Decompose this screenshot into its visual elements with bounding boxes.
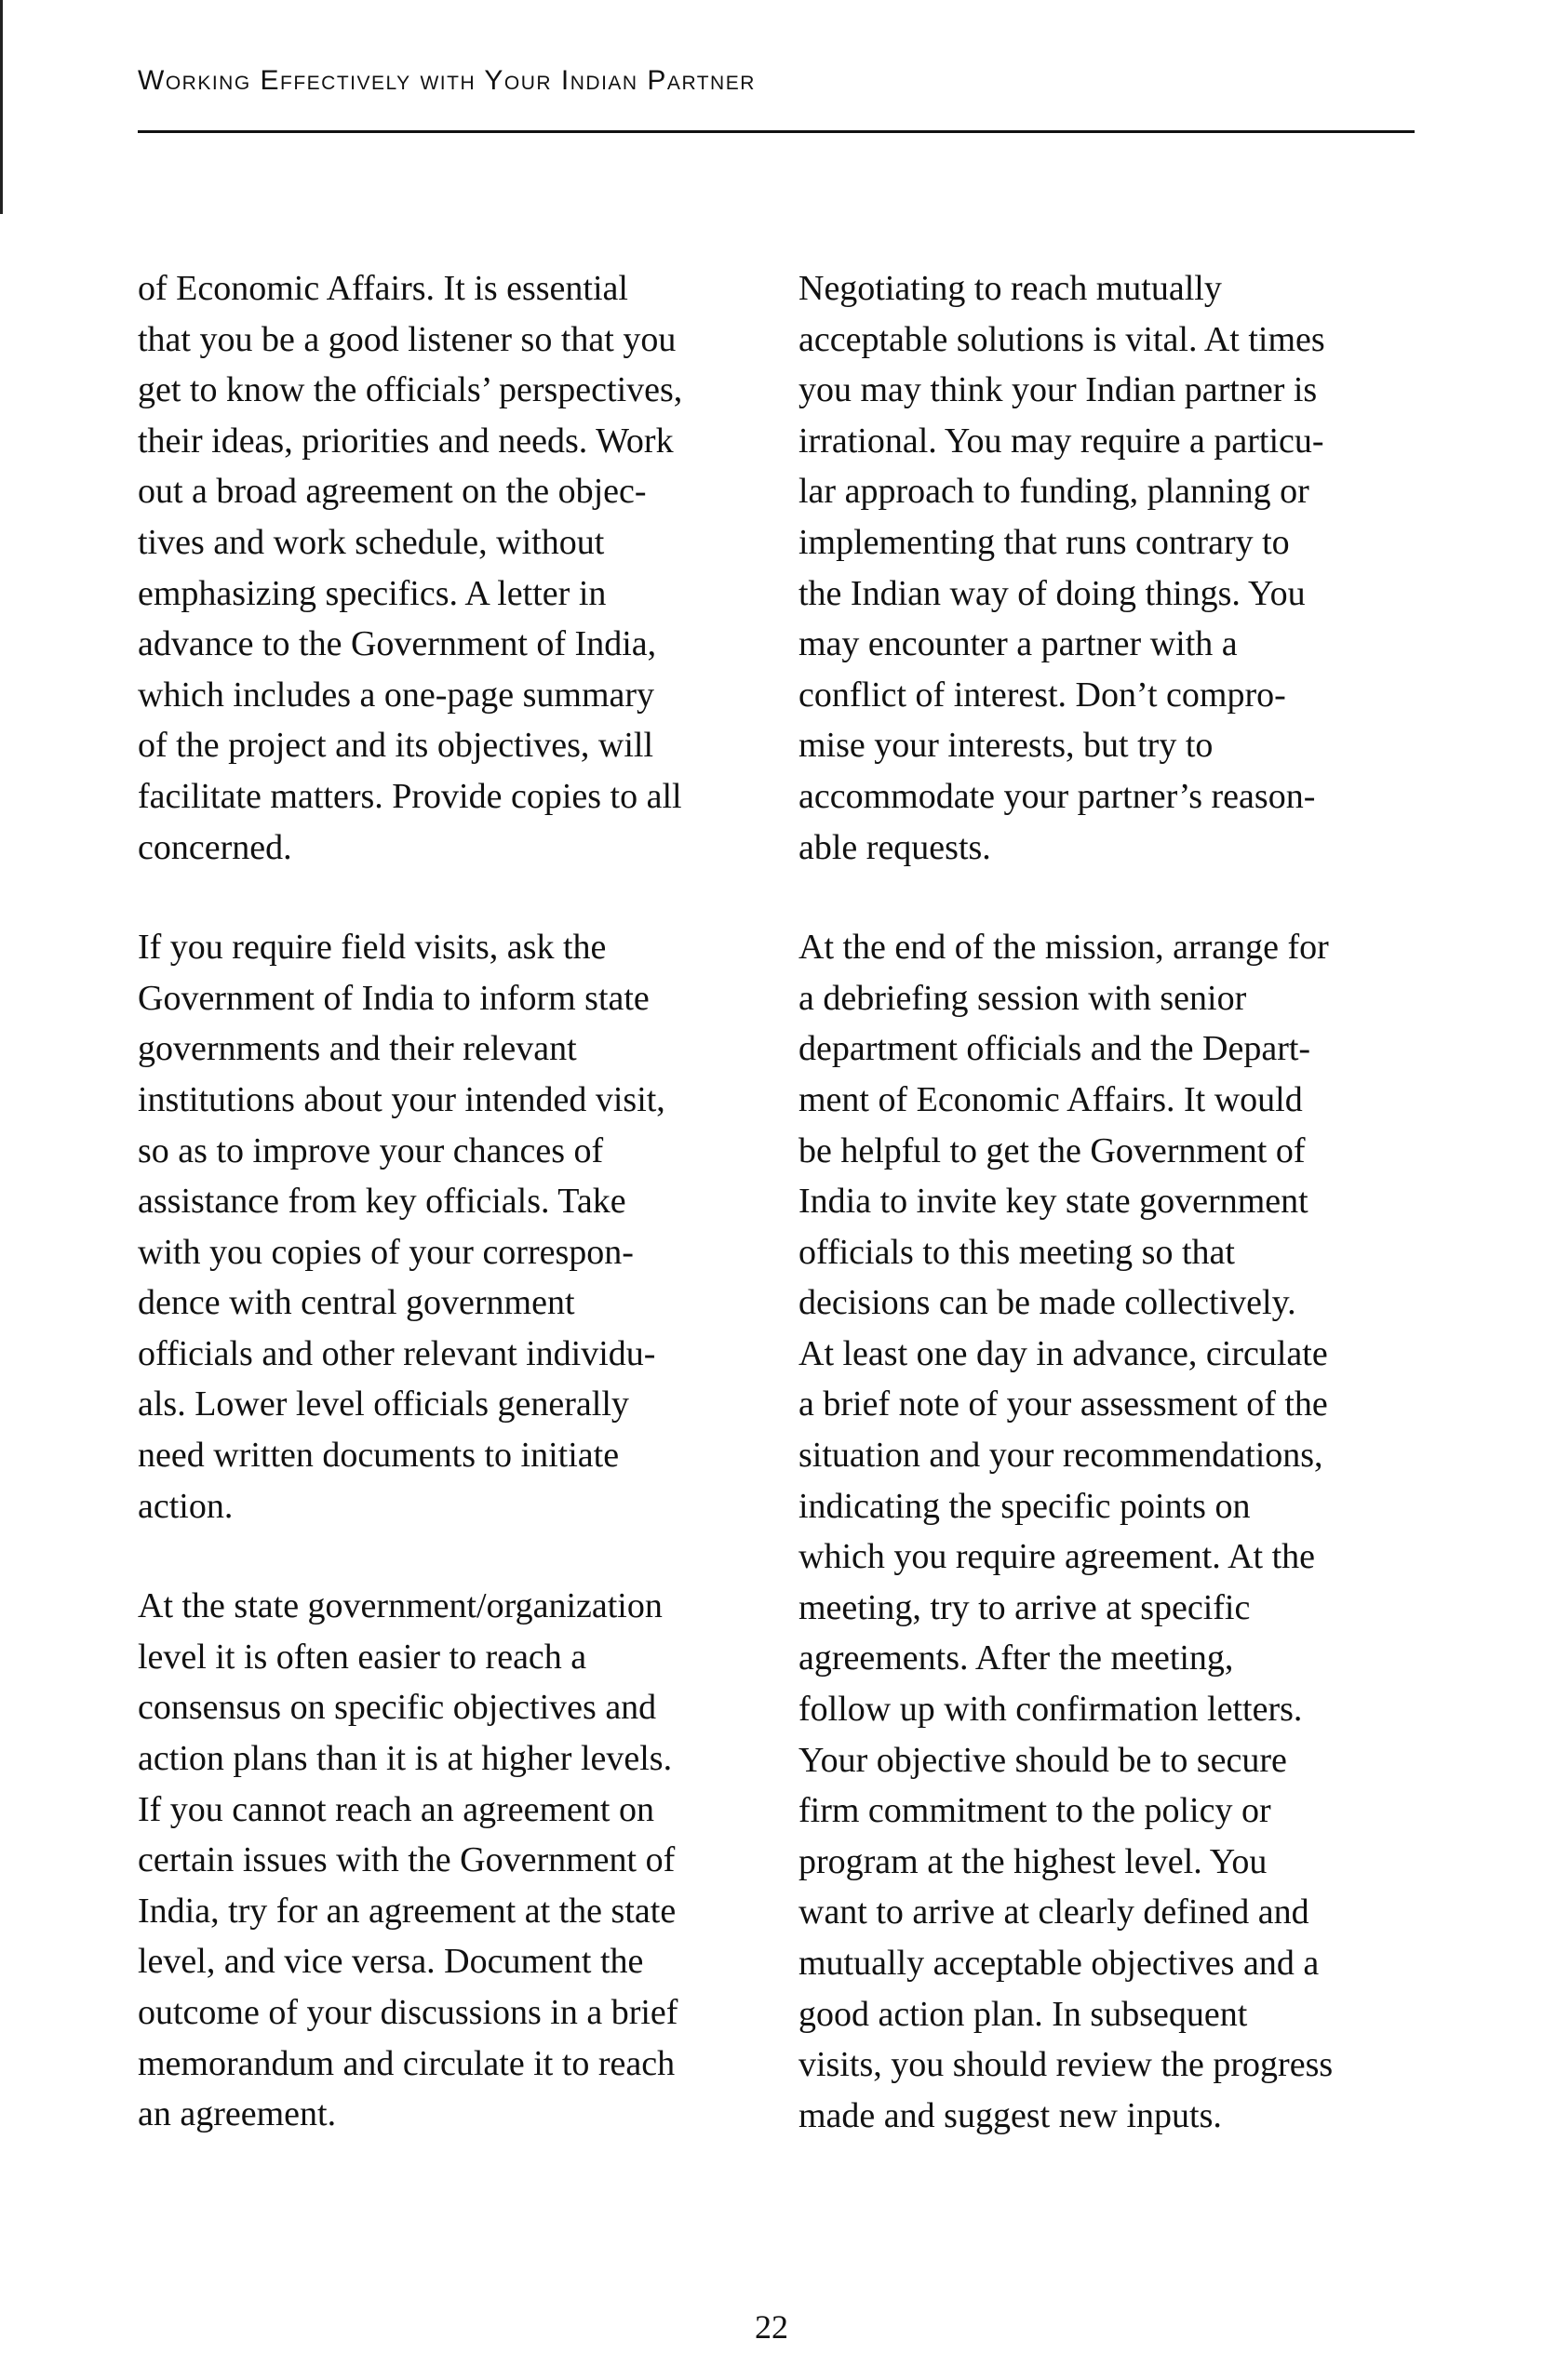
scan-edge-mark xyxy=(0,0,3,214)
body-paragraph: At the end of the mission, arrange for a debriefing session with senior department officials and the Depart- ment of Economic Affairs. It would be helpful to get the Government of India to invite key state government officials to this meeting so that decisions can be made collectively. At least one day in advance, circulate a brief note of your assessment of the situation and your recommendations, indicating the specific points on which you require agreement. At the meeting, try to arrive at specific agreements. After the meeting, follow up with confirmation letters. Your objective should be to secure firm commitment to the policy or program at the highest level. You want to arrive at clearly defined and mutually acceptable objectives and a good action plan. In subsequent visits, you should review the progress made and suggest new inputs. xyxy=(798,928,1334,2135)
header-rule xyxy=(138,130,1415,133)
left-text-column xyxy=(138,263,808,2189)
body-paragraph: If you require field visits, ask the Government of India to inform state governments and their relevant institutions about your intended visit, so as to improve your chances of assistance from key officials. Take with you copies of your correspon- dence with central government officials and other relevant individu- als. Lower level officials generally need written documents to initiate action. xyxy=(138,928,665,1526)
page-number: 22 xyxy=(755,2308,788,2346)
body-paragraph: of Economic Affairs. It is essential that you be a good listener so that you get to know the officials’ perspectives, their ideas, priorities and needs. Work out a broad agreement on the objec- tives and work schedule, without emphasizing specifics. A letter in advance to the Government of India, which includes a one-page summary of the project and its objectives, will facilitate matters. Provide copies to all concerned. xyxy=(138,269,683,867)
body-paragraph: At the state government/organization level it is often easier to reach a consensus on specific objectives and action plans than it is at higher levels. If you cannot reach an agreement on certain issues with the Government of India, try for an agreement at the state level, and vice versa. Document the outcome of your discussions in a brief memorandum and circulate it to reach an agreement. xyxy=(138,1586,678,2134)
right-text-column xyxy=(798,263,1431,2190)
running-header-title: Working Effectively with Your Indian Partner xyxy=(138,65,756,96)
body-paragraph: Negotiating to reach mutually acceptable solutions is vital. At times you may think your Indian partner is irrational. You may require a particu- lar approach to funding, planning or implementing that runs contrary to the Indian way of doing things. You may encounter a partner with a conflict of interest. Don’t compro- mise your interests, but try to accommodate your partner’s reason- able requests. xyxy=(798,269,1325,867)
